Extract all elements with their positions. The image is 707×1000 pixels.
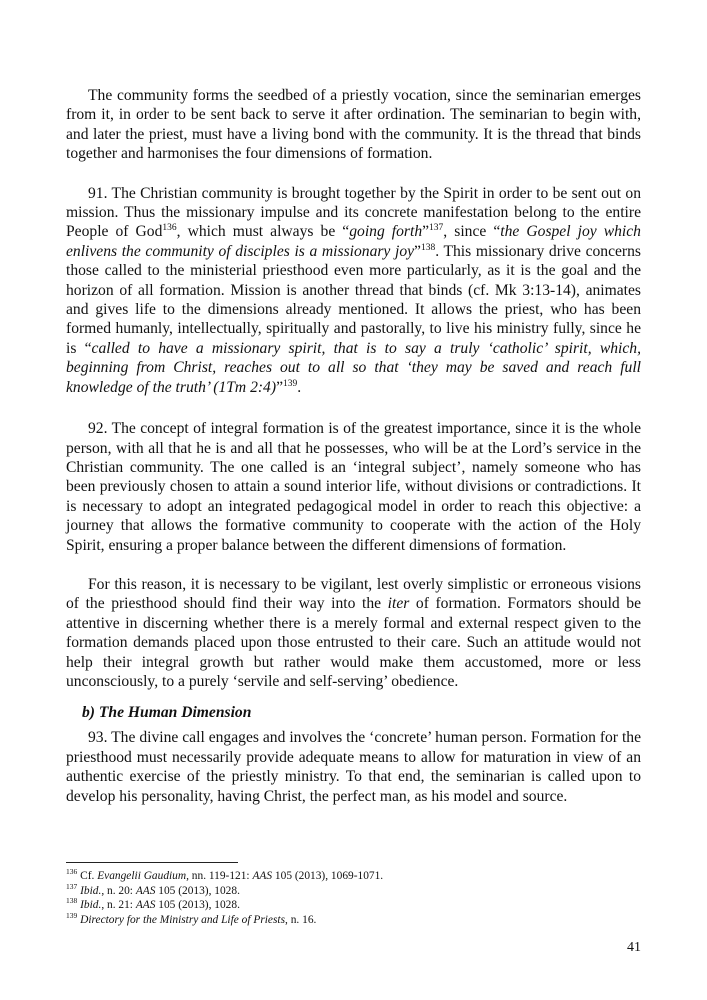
- term-iter: iter: [387, 595, 410, 613]
- footnote-number: 136: [66, 867, 78, 877]
- footnotes: [66, 869, 641, 927]
- p91-text: 91. The Christian community is brought together by the Spirit in order to be sent out on mission. Thus the missionary impulse and its concrete manifestation belong to the entire People of God: [66, 184, 641, 241]
- paragraph-93: 93. The divine call engages and involves the ‘concrete’ human person. Formation for the priesthood must necessarily provide adequate means to allow for maturation in view of an authentic exercise of the priestly ministry. To that end, the seminarian is called upon to develop his personality, having Christ, the perfect man, as his model and source.: [66, 729, 641, 805]
- p91-text: , since “: [443, 223, 501, 241]
- fn-text: nn. 119-121:: [188, 870, 253, 882]
- p91-text: ”: [422, 223, 430, 241]
- footnote-139: [66, 910, 641, 928]
- quote-gospel-joy: the Gospel joy which enlivens the community of disciples is a missionary joy: [66, 223, 641, 260]
- page-body: [66, 86, 641, 806]
- paragraph-vigilance: [66, 575, 641, 691]
- fn-source: AAS: [135, 899, 156, 912]
- footnote-divider: [66, 862, 238, 863]
- fn-text: 105 (2013), 1028.: [155, 884, 240, 897]
- fn-title: Evangelii Gaudium,: [97, 870, 189, 882]
- fn-source: AAS: [135, 884, 156, 897]
- p91-text: , which must always be “: [176, 223, 350, 241]
- vigilance-text: For this reason, it is necessary to be vigilant, lest overly simplistic or erroneous visions of the priesthood should find their way into the: [66, 575, 641, 613]
- page-number: 41: [627, 940, 641, 955]
- paragraph-91: [66, 184, 641, 397]
- footnote-number: 138: [66, 896, 78, 906]
- paragraph-92: 92. The concept of integral formation is of the greatest importance, since it is the whole person, with all that he is and all that he possesses, who will be at the Lord’s service in the Christian community. The one called is an ‘integral subject’, namely someone who has been previously chosen to attain a sound interior life, without divisions or contradictions. It is necessary to adopt an integrated pedagogical model in order to reach this objective: a journey that allows the formative community to cooperate with the action of the Holy Spirit, ensuring a proper balance between the different dimensions of formation.: [66, 420, 641, 554]
- quote-missionary-spirit: called to have a missionary spirit, that is to say a truly ‘catholic’ spirit, which, beginning from Christ, reaches out to all so that ‘they may be saved and reach full knowledge of the truth’ (1Tm 2:4): [66, 339, 641, 396]
- paragraph-community-seedbed: The community forms the seedbed of a priestly vocation, since the seminarian emerges from it, in order to be sent back to serve it after ordination. The seminarian to begin with, and later the priest, must have a living bond with the community. It is the thread that binds together and harmonises the four dimensions of formation.: [66, 87, 641, 163]
- fn-title: Ibid.: [80, 884, 102, 897]
- footnote-136: [66, 869, 641, 884]
- fn-text: , n. 16.: [285, 913, 317, 926]
- footnote-137: [66, 881, 641, 899]
- vigilance-text: of formation. Formators should be attentive in discerning whether there is a merely formal and external respect given to the formation demands placed upon those entrusted to their care. Such an attitude would not help their integral growth but rather would make them accustomed, more or less unconsciously, to a purely ‘servile and self-serving’ obedience.: [66, 595, 641, 690]
- footnote-ref-139[interactable]: 139: [282, 378, 298, 389]
- footnote-ref-136[interactable]: 136: [162, 223, 177, 234]
- fn-source: AAS: [252, 870, 273, 882]
- fn-text: 105 (2013), 1028.: [155, 899, 240, 912]
- fn-text: Cf.: [80, 870, 98, 882]
- footnote-number: 137: [66, 881, 78, 891]
- p91-text: ”: [414, 242, 421, 260]
- footnote-ref-137[interactable]: 137: [429, 223, 444, 234]
- fn-title: Directory for the Ministry and Life of Priests: [80, 913, 286, 926]
- p91-text: ”: [276, 378, 283, 396]
- p91-text: .: [297, 378, 302, 396]
- fn-text: 105 (2013), 1069-1071.: [272, 870, 384, 882]
- fn-text: , n. 21:: [101, 899, 136, 912]
- fn-text: , n. 20:: [101, 884, 136, 897]
- section-heading-human-dimension: b) The Human Dimension: [82, 704, 252, 722]
- footnote-number: 139: [66, 910, 78, 920]
- footnote-ref-138[interactable]: 138: [420, 242, 436, 253]
- quote-going-forth: going forth: [349, 223, 423, 241]
- fn-title: Ibid.: [80, 899, 102, 912]
- p91-text: . This missionary drive concerns those called to the ministerial priesthood even more particularly, as it is the goal and the horizon of all formation. Mission is another thread that binds (cf. Mk 3:13-14), animates and gives life to the dimensions already mentioned. It allows the priest, who has been formed humanly, intellectually, spiritually and pastorally, to live his ministry fully, since he is “: [66, 242, 641, 357]
- footnote-138: [66, 898, 641, 913]
